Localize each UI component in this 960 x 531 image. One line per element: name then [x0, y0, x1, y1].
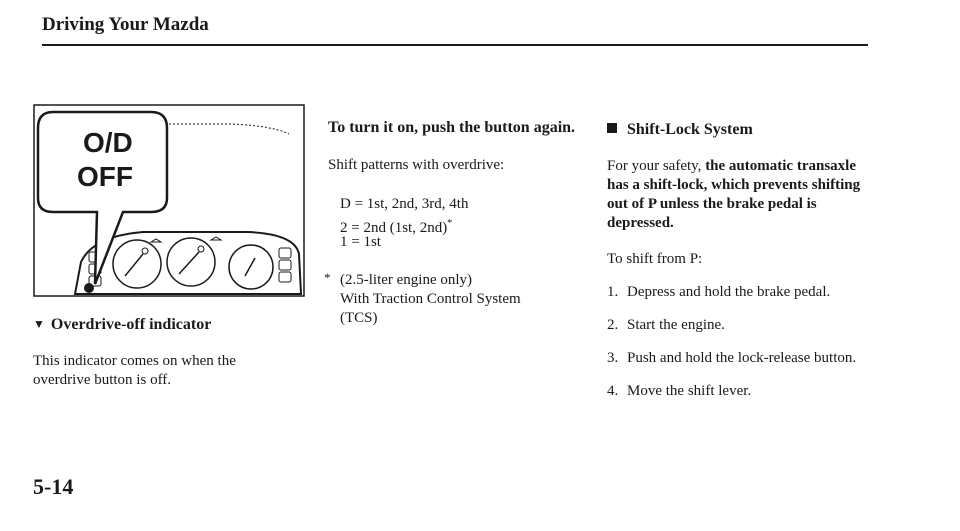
to-shift-heading: To shift from P:	[607, 251, 703, 267]
list-item: 1. Depress and hold the brake pedal.	[607, 284, 831, 300]
list-item: 4. Move the shift lever.	[607, 383, 752, 399]
square-bullet-icon	[607, 123, 617, 133]
middle-column	[324, 118, 593, 328]
shift-patterns-intro: Shift patterns with overdrive:	[328, 157, 505, 173]
shift-pattern-item: D = 1st, 2nd, 3rd, 4th	[340, 196, 469, 212]
footnote-marker: *	[447, 218, 453, 229]
step-list	[607, 283, 875, 401]
shift-pattern-item: 2 = 2nd (1st, 2nd)*	[340, 218, 453, 236]
page-header: Driving Your Mazda	[42, 14, 209, 35]
section-title: Shift-Lock System	[607, 120, 875, 139]
off-indicator-text: OFF	[77, 161, 133, 192]
footnote-line: (TCS)	[340, 310, 378, 326]
footnote	[324, 270, 593, 328]
lead-text: To turn it on, push the button again.	[328, 119, 576, 136]
od-indicator-text: O/D	[83, 127, 133, 158]
instrument-cluster-figure	[33, 104, 305, 297]
shift-lock-intro: For your safety, the automatic transaxle has a shift-lock, which prevents shifting out of P unless the brake pedal is depressed.	[607, 158, 861, 231]
footnote-marker: *	[324, 270, 331, 285]
page-number: 5-14	[33, 474, 74, 499]
header-rule	[42, 44, 868, 46]
list-item: 3. Push and hold the lock-release button.	[607, 350, 857, 366]
shift-pattern-item: 1 = 1st	[340, 234, 381, 250]
figure-caption: ▼ Overdrive-off indicator	[33, 316, 212, 333]
footnote-line: (2.5-liter engine only)	[340, 272, 473, 288]
triangle-down-icon: ▼	[33, 317, 45, 331]
right-column	[607, 120, 875, 415]
list-item: 2. Start the engine.	[607, 317, 725, 333]
shift-pattern-list	[340, 195, 593, 252]
figure-description: This indicator comes on when the overdrive button is off.	[33, 353, 236, 388]
footnote-line: With Traction Control System	[340, 291, 521, 307]
